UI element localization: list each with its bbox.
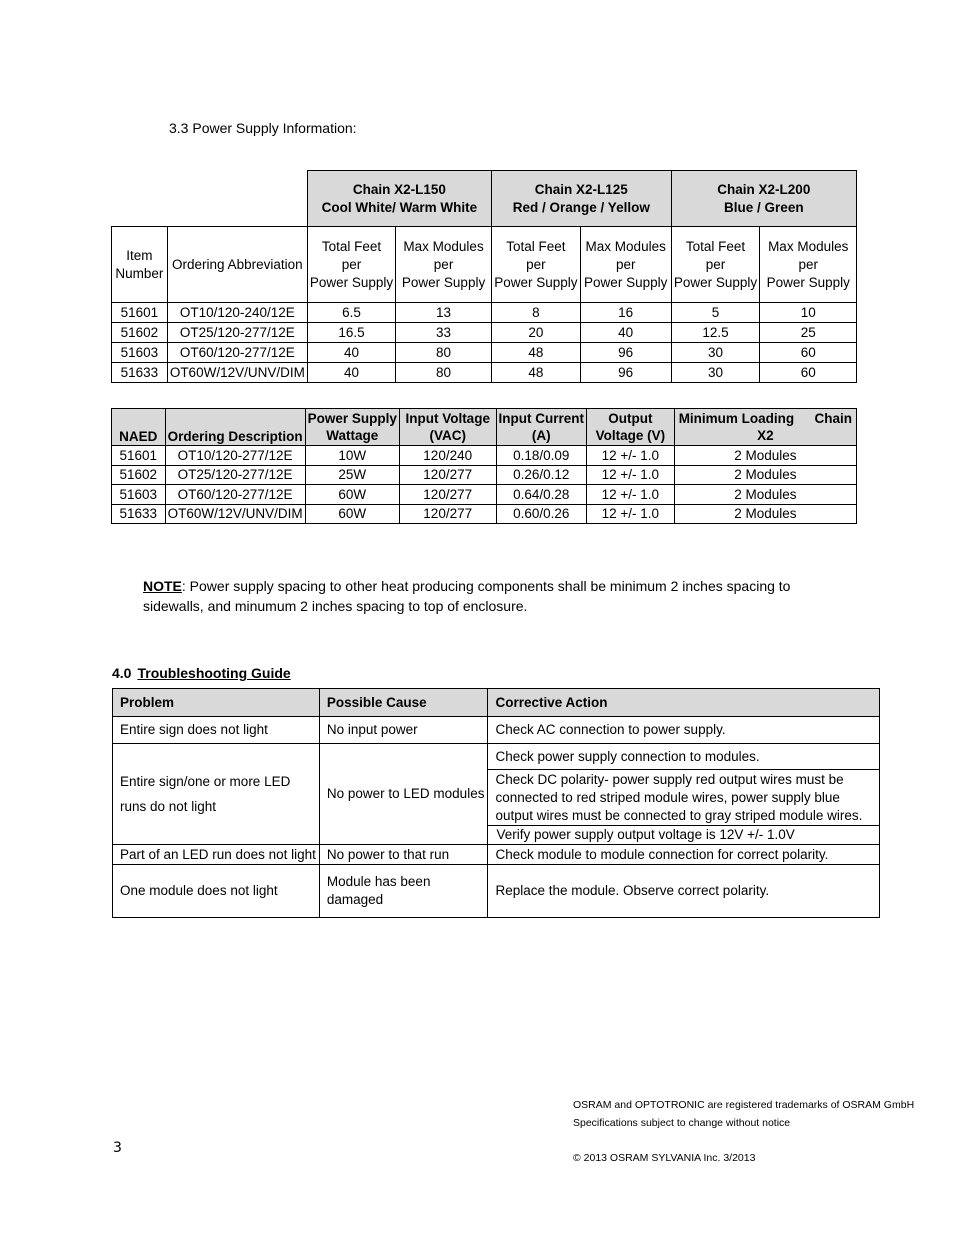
ordering-abbreviation-header: Ordering Abbreviation xyxy=(167,227,307,303)
item-number-header: Item Number xyxy=(112,227,168,303)
naed-cell: 51633 xyxy=(112,504,166,524)
input-current-header: Input Current (A) xyxy=(496,409,587,446)
action-cell: Check AC connection to power supply. xyxy=(488,717,880,744)
table-row xyxy=(112,363,857,383)
output-voltage-cell: 12 +/- 1.0 xyxy=(587,485,675,505)
value-cell: 5 xyxy=(671,303,760,323)
description-cell: OT10/120-277/12E xyxy=(165,446,305,466)
table-row xyxy=(112,485,857,505)
min-loading-cell: 2 Modules xyxy=(674,485,856,505)
trademark-notice: OSRAM and OPTOTRONIC are registered trademarks of OSRAM GmbH xyxy=(573,1099,915,1111)
naed-header: NAED xyxy=(112,409,166,446)
input-voltage-cell: 120/277 xyxy=(399,504,496,524)
table-row xyxy=(113,845,880,865)
input-voltage-cell: 120/240 xyxy=(399,446,496,466)
input-current-cell: 0.18/0.09 xyxy=(496,446,587,466)
value-cell: 8 xyxy=(491,303,580,323)
wattage-header: Power Supply Wattage xyxy=(305,409,399,446)
input-voltage-cell: 120/277 xyxy=(399,465,496,485)
value-cell: 96 xyxy=(580,343,671,363)
value-cell: 20 xyxy=(491,323,580,343)
action-header: Corrective Action xyxy=(488,689,880,717)
wattage-cell: 25W xyxy=(305,465,399,485)
naed-cell: 51603 xyxy=(112,485,166,505)
item-cell: 51601 xyxy=(112,303,168,323)
value-cell: 80 xyxy=(396,363,492,383)
input-current-cell: 0.64/0.28 xyxy=(496,485,587,505)
max-modules-header: Max Modules per Power Supply xyxy=(580,227,671,303)
table-row xyxy=(112,504,857,524)
naed-cell: 51602 xyxy=(112,465,166,485)
action-cell: Check DC polarity- power supply red output wires must be connected to red striped module wires, power supply blue output wires must be connected to gray striped module wires. xyxy=(488,770,880,826)
action-cell: Check module to module connection for correct polarity. xyxy=(488,845,880,865)
total-feet-header: Total Feet per Power Supply xyxy=(491,227,580,303)
input-voltage-header: Input Voltage (VAC) xyxy=(399,409,496,446)
chain-header-l125: Chain X2-L125 Red / Orange / Yellow xyxy=(491,171,671,227)
power-supply-chain-table xyxy=(111,170,857,383)
value-cell: 12.5 xyxy=(671,323,760,343)
section-number: 4.0 xyxy=(112,665,132,681)
chain-header-l200: Chain X2-L200 Blue / Green xyxy=(671,171,856,227)
max-modules-header: Max Modules per Power Supply xyxy=(760,227,857,303)
output-voltage-header: Output Voltage (V) xyxy=(587,409,675,446)
minimum-loading-header: Minimum Loading Chain X2 xyxy=(674,409,856,446)
cause-header: Possible Cause xyxy=(319,689,488,717)
table-row xyxy=(113,744,880,770)
min-loading-cell: 2 Modules xyxy=(674,504,856,524)
problem-cell: Entire sign/one or more LED runs do not light xyxy=(113,744,320,845)
power-supply-specs-table xyxy=(111,408,857,524)
max-modules-header: Max Modules per Power Supply xyxy=(396,227,492,303)
cause-cell: Module has been damaged xyxy=(319,865,488,918)
table-row xyxy=(112,323,857,343)
value-cell: 48 xyxy=(491,343,580,363)
value-cell: 30 xyxy=(671,343,760,363)
value-cell: 16 xyxy=(580,303,671,323)
copyright-notice: © 2013 OSRAM SYLVANIA Inc. 3/2013 xyxy=(573,1152,756,1164)
value-cell: 48 xyxy=(491,363,580,383)
value-cell: 80 xyxy=(396,343,492,363)
wattage-cell: 60W xyxy=(305,504,399,524)
abbr-cell: OT25/120-277/12E xyxy=(167,323,307,343)
output-voltage-cell: 12 +/- 1.0 xyxy=(587,446,675,466)
total-feet-header: Total Feet per Power Supply xyxy=(671,227,760,303)
total-feet-header: Total Feet per Power Supply xyxy=(307,227,395,303)
input-voltage-cell: 120/277 xyxy=(399,485,496,505)
table-row xyxy=(113,717,880,744)
item-cell: 51633 xyxy=(112,363,168,383)
value-cell: 60 xyxy=(760,343,857,363)
input-current-cell: 0.26/0.12 xyxy=(496,465,587,485)
action-cell: Check power supply connection to modules. xyxy=(488,744,880,770)
ordering-description-header: Ordering Description xyxy=(165,409,305,446)
table-row xyxy=(113,865,880,918)
abbr-cell: OT10/120-240/12E xyxy=(167,303,307,323)
abbr-cell: OT60/120-277/12E xyxy=(167,343,307,363)
description-cell: OT60/120-277/12E xyxy=(165,485,305,505)
wattage-cell: 60W xyxy=(305,485,399,505)
item-cell: 51603 xyxy=(112,343,168,363)
action-cell: Verify power supply output voltage is 12V +/- 1.0V xyxy=(488,826,880,845)
cause-cell: No power to that run xyxy=(319,845,488,865)
value-cell: 6.5 xyxy=(307,303,395,323)
value-cell: 40 xyxy=(307,343,395,363)
table-row xyxy=(112,465,857,485)
empty-corner xyxy=(112,171,308,227)
problem-cell: Part of an LED run does not light xyxy=(113,845,320,865)
value-cell: 40 xyxy=(307,363,395,383)
action-cell: Replace the module. Observe correct polarity. xyxy=(488,865,880,918)
table-row xyxy=(112,446,857,466)
problem-cell: Entire sign does not light xyxy=(113,717,320,744)
note-text: : Power supply spacing to other heat producing components shall be minimum 2 inches spacing to sidewalls, and minumum 2 inches spacing to top of enclosure. xyxy=(143,578,791,614)
wattage-cell: 10W xyxy=(305,446,399,466)
problem-header: Problem xyxy=(113,689,320,717)
value-cell: 25 xyxy=(760,323,857,343)
page-number: 3 xyxy=(113,1140,122,1156)
value-cell: 40 xyxy=(580,323,671,343)
min-loading-cell: 2 Modules xyxy=(674,446,856,466)
value-cell: 33 xyxy=(396,323,492,343)
output-voltage-cell: 12 +/- 1.0 xyxy=(587,504,675,524)
table-row xyxy=(112,343,857,363)
table-row xyxy=(112,303,857,323)
value-cell: 60 xyxy=(760,363,857,383)
value-cell: 96 xyxy=(580,363,671,383)
cause-cell: No input power xyxy=(319,717,488,744)
specs-notice: Specifications subject to change without notice xyxy=(573,1117,791,1129)
abbr-cell: OT60W/12V/UNV/DIM xyxy=(167,363,307,383)
section-title: 3.3 Power Supply Information: xyxy=(169,120,357,136)
chain-header-l150: Chain X2-L150 Cool White/ Warm White xyxy=(307,171,491,227)
value-cell: 10 xyxy=(760,303,857,323)
value-cell: 16.5 xyxy=(307,323,395,343)
section-title: Troubleshooting Guide xyxy=(137,665,291,681)
min-loading-cell: 2 Modules xyxy=(674,465,856,485)
input-current-cell: 0.60/0.26 xyxy=(496,504,587,524)
value-cell: 13 xyxy=(396,303,492,323)
value-cell: 30 xyxy=(671,363,760,383)
troubleshooting-table xyxy=(112,688,880,918)
description-cell: OT25/120-277/12E xyxy=(165,465,305,485)
troubleshooting-heading xyxy=(112,665,291,681)
naed-cell: 51601 xyxy=(112,446,166,466)
description-cell: OT60W/12V/UNV/DIM xyxy=(165,504,305,524)
cause-cell: No power to LED modules xyxy=(319,744,488,845)
item-cell: 51602 xyxy=(112,323,168,343)
note-paragraph xyxy=(143,576,843,616)
note-label: NOTE xyxy=(143,578,182,594)
output-voltage-cell: 12 +/- 1.0 xyxy=(587,465,675,485)
problem-cell: One module does not light xyxy=(113,865,320,918)
